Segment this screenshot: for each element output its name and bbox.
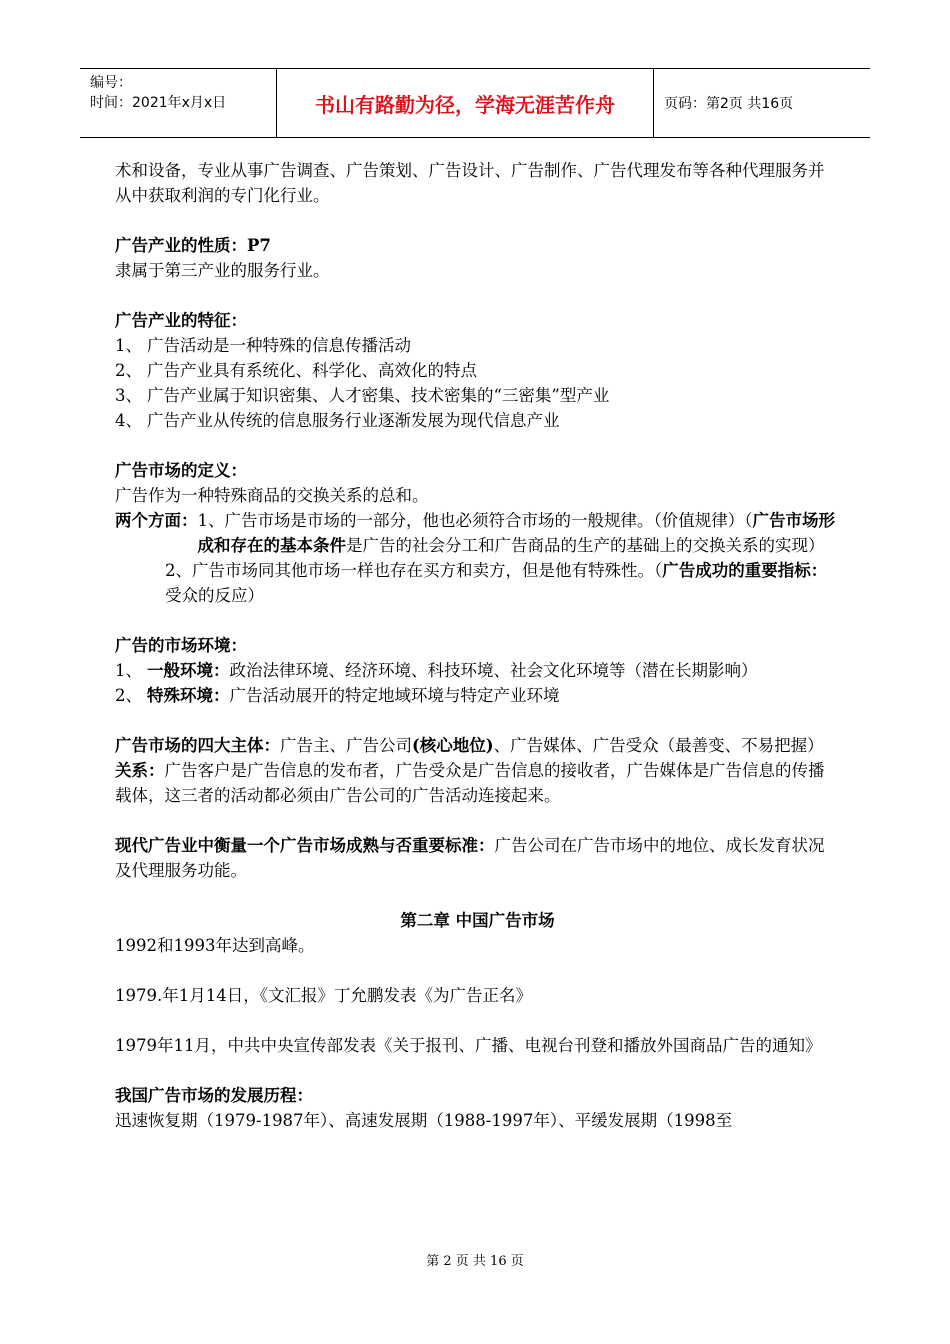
document-body [115,158,840,1133]
four-subjects: 广告市场的四大主体：广告主、广告公司(核心地位)、广告媒体、广告受众（最善变、不易把握） [115,736,824,755]
page-header [80,68,870,138]
nature-heading: 广告产业的性质：P7 [115,236,271,255]
feature-item: 1、 广告活动是一种特殊的信息传播活动 [115,336,411,355]
environment-item: 1、 一般环境：政治法律环境、经济环境、科技环境、社会文化环境等（潜在长期影响） [115,661,758,680]
relation: 关系：广告客户是广告信息的发布者，广告受众是广告信息的接收者，广告媒体是广告信息的传播载体，这三者的活动都必须由广告公司的广告活动连接起来。 [115,761,825,805]
market-definition-heading: 广告市场的定义： [115,461,247,480]
header-code-label: 编号： [90,75,132,91]
features-heading: 广告产业的特征： [115,311,247,330]
feature-item: 4、 广告产业从传统的信息服务行业逐渐发展为现代信息产业 [115,411,560,430]
two-aspects-label: 两个方面： [115,511,198,530]
peak-text: 1992和1993年达到高峰。 [115,936,315,955]
history-text: 迅速恢复期（1979-1987年）、高速发展期（1988-1997年）、平缓发展期（1998至 [115,1111,733,1130]
event-1979-november: 1979年11月，中共中央宣传部发表《关于报刊、广播、电视台刊登和播放外国商品广告的通知》 [115,1036,822,1055]
header-motto: 书山有路勤为径，学海无涯苦作舟 [277,69,654,137]
market-definition-text: 广告作为一种特殊商品的交换关系的总和。 [115,486,429,505]
intro-paragraph: 术和设备，专业从事广告调查、广告策划、广告设计、广告制作、广告代理发布等各种代理服务并从中获取利润的专门化行业。 [115,161,825,205]
two-aspects [115,508,840,558]
feature-item: 2、 广告产业具有系统化、科学化、高效化的特点 [115,361,477,380]
environment-heading: 广告的市场环境： [115,636,247,655]
page-footer: 第 2 页 共 16 页 [426,1254,524,1269]
chapter-title: 第二章 中国广告市场 [400,911,555,930]
feature-item: 3、 广告产业属于知识密集、人才密集、技术密集的“三密集”型产业 [115,386,610,405]
header-date-label: 时间：2021年x月x日 [90,95,227,111]
header-meta [80,69,277,137]
header-page-label: 页码：第2页 共16页 [664,96,794,112]
aspect-1: 1、广告市场是市场的一部分，他也必须符合市场的一般规律。（价值规律）（广告市场形成和存在的基本条件是广告的社会分工和广告商品的生产的基础上的交换关系的实现） [197,511,835,555]
environment-item: 2、 特殊环境：广告活动展开的特定地域环境与特定产业环境 [115,686,560,705]
aspect-2: 2、广告市场同其他市场一样也存在买方和卖方，但是他有特殊性。（广告成功的重要指标：受众的反应） [165,561,828,605]
maturity-standard: 现代广告业中衡量一个广告市场成熟与否重要标准：广告公司在广告市场中的地位、成长发育状况及代理服务功能。 [115,836,825,880]
nature-text: 隶属于第三产业的服务行业。 [115,261,330,280]
history-heading: 我国广告市场的发展历程： [115,1086,313,1105]
event-1979-january: 1979.年1月14日，《文汇报》丁允鹏发表《为广告正名》 [115,986,532,1005]
